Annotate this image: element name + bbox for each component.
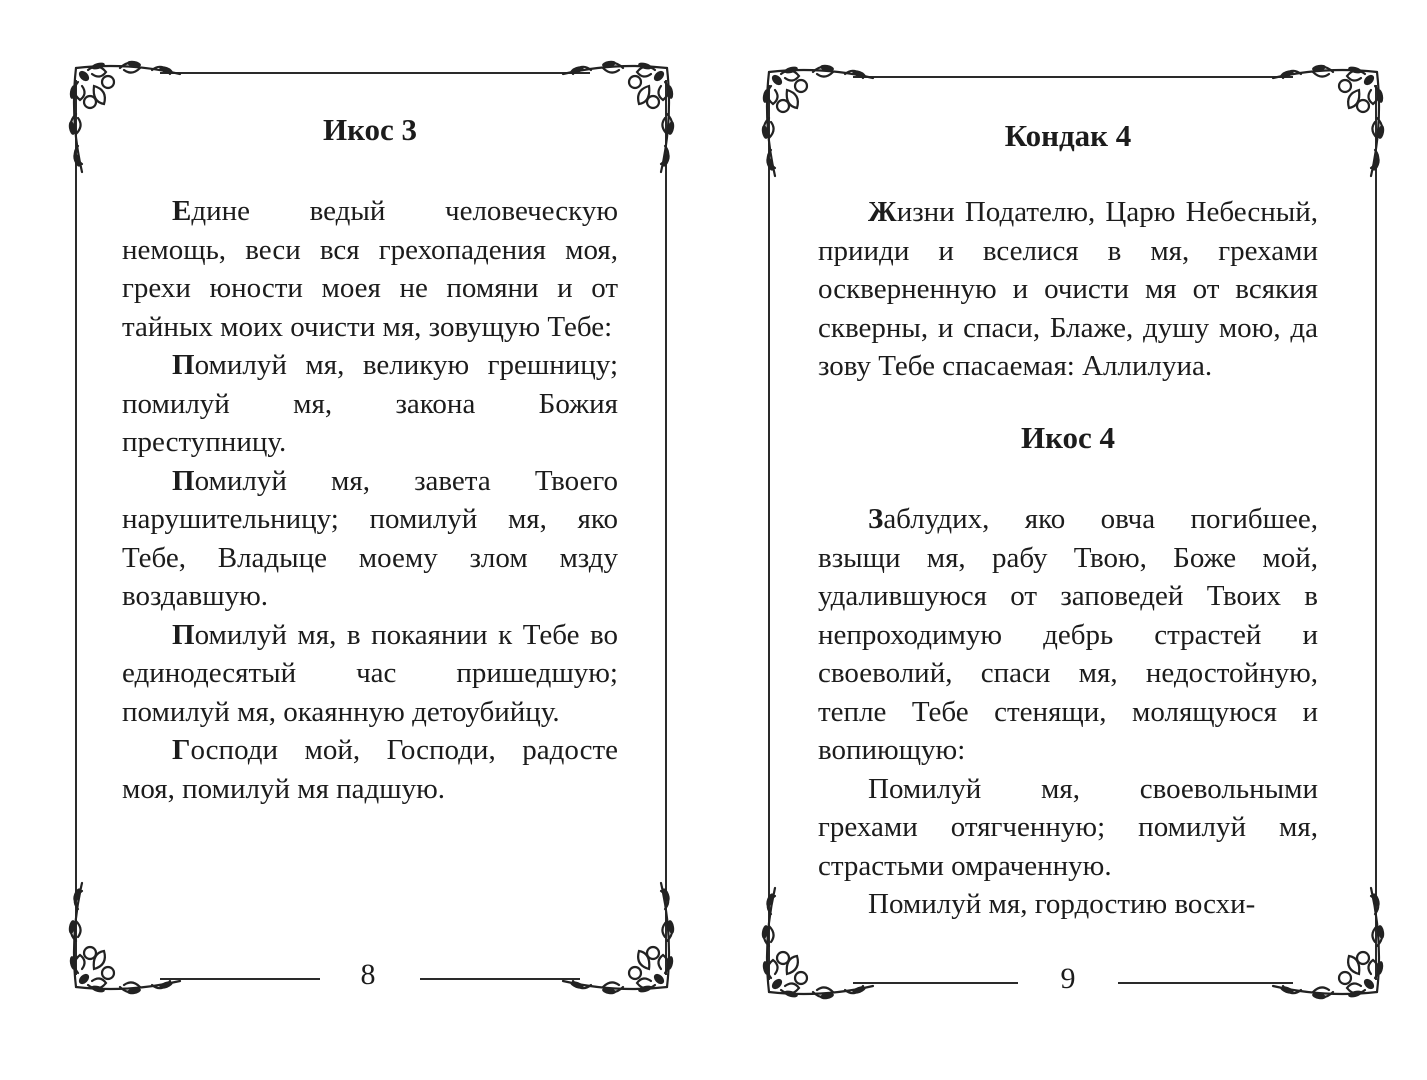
paragraph-text: изни Подателю, Царю Небесный, прииди и вселися в мя, грехами оскверненную и очисти мя от всякия скверны, и спаси, Блаже, душу мою, да зову Тебе спасаемая: Аллилуиа. bbox=[818, 196, 1318, 382]
page-number: 8 bbox=[360, 958, 376, 991]
paragraph-text: Помилуй мя, своевольными грехами отягченную; помилуй мя, страстьми омраченную. bbox=[818, 772, 1318, 882]
paragraph-text: дине ведый человеческую немощь, веси вся грехопадения моя, грехи юности моея не помяни и от тайных моих очисти мя, зовущую Тебе: bbox=[122, 195, 618, 343]
floral-vine-corner-icon bbox=[68, 875, 188, 995]
section-heading: Икос 4 bbox=[1020, 420, 1116, 455]
paragraph-text: омилуй мя, завета Твоего нарушительницу; помилуй мя, яко Тебе, Владыце моему злом мзду воздавшую. bbox=[122, 464, 618, 612]
paragraph bbox=[818, 500, 1318, 770]
page-number: 9 bbox=[1060, 962, 1076, 995]
paragraph bbox=[818, 885, 1318, 924]
prayer-text bbox=[818, 500, 1318, 924]
paragraph-text: аблудих, яко овча погибшее, взыщи мя, рабу Твою, Боже мой, удалившуюся от заповедей Твоих в непроходимую дебрь страстей и своеволий, спаси мя, недостойную, тепле Тебе стенящи, молящуюся и вопиющую: bbox=[818, 503, 1318, 766]
paragraph bbox=[122, 346, 618, 462]
drop-letter: Е bbox=[172, 195, 192, 227]
paragraph-text: омилуй мя, великую грешницу; помилуй мя, закона Божия преступницу. bbox=[122, 349, 618, 458]
right-page bbox=[713, 0, 1427, 1080]
drop-letter: П bbox=[172, 464, 195, 497]
drop-letter: П bbox=[172, 349, 195, 381]
floral-vine-corner-icon bbox=[555, 875, 675, 995]
paragraph-text: осподи мой, Господи, радосте моя, помилуй мя падшую. bbox=[122, 734, 618, 805]
frame-top-line bbox=[853, 76, 1293, 78]
paragraph bbox=[122, 462, 618, 616]
drop-letter: П bbox=[172, 618, 195, 651]
drop-letter: Г bbox=[172, 734, 191, 766]
paragraph bbox=[122, 616, 618, 732]
paragraph-text: омилуй мя, в покаянии к Тебе во единодесятый час пришедшую; помилуй мя, окаянную детоубийцу. bbox=[122, 618, 618, 728]
paragraph bbox=[818, 193, 1318, 386]
frame-top-line bbox=[160, 72, 590, 74]
drop-letter: Ж bbox=[868, 196, 897, 228]
paragraph bbox=[122, 731, 618, 808]
prayer-text bbox=[818, 193, 1318, 386]
paragraph bbox=[818, 770, 1318, 886]
section-heading: Икос 3 bbox=[322, 112, 418, 147]
drop-letter: З bbox=[868, 503, 884, 535]
left-page bbox=[0, 0, 713, 1080]
section-heading: Кондак 4 bbox=[1004, 118, 1132, 153]
prayer-text bbox=[122, 192, 618, 808]
paragraph bbox=[122, 192, 618, 346]
paragraph-text: Помилуй мя, гордостию восхи- bbox=[868, 888, 1256, 920]
